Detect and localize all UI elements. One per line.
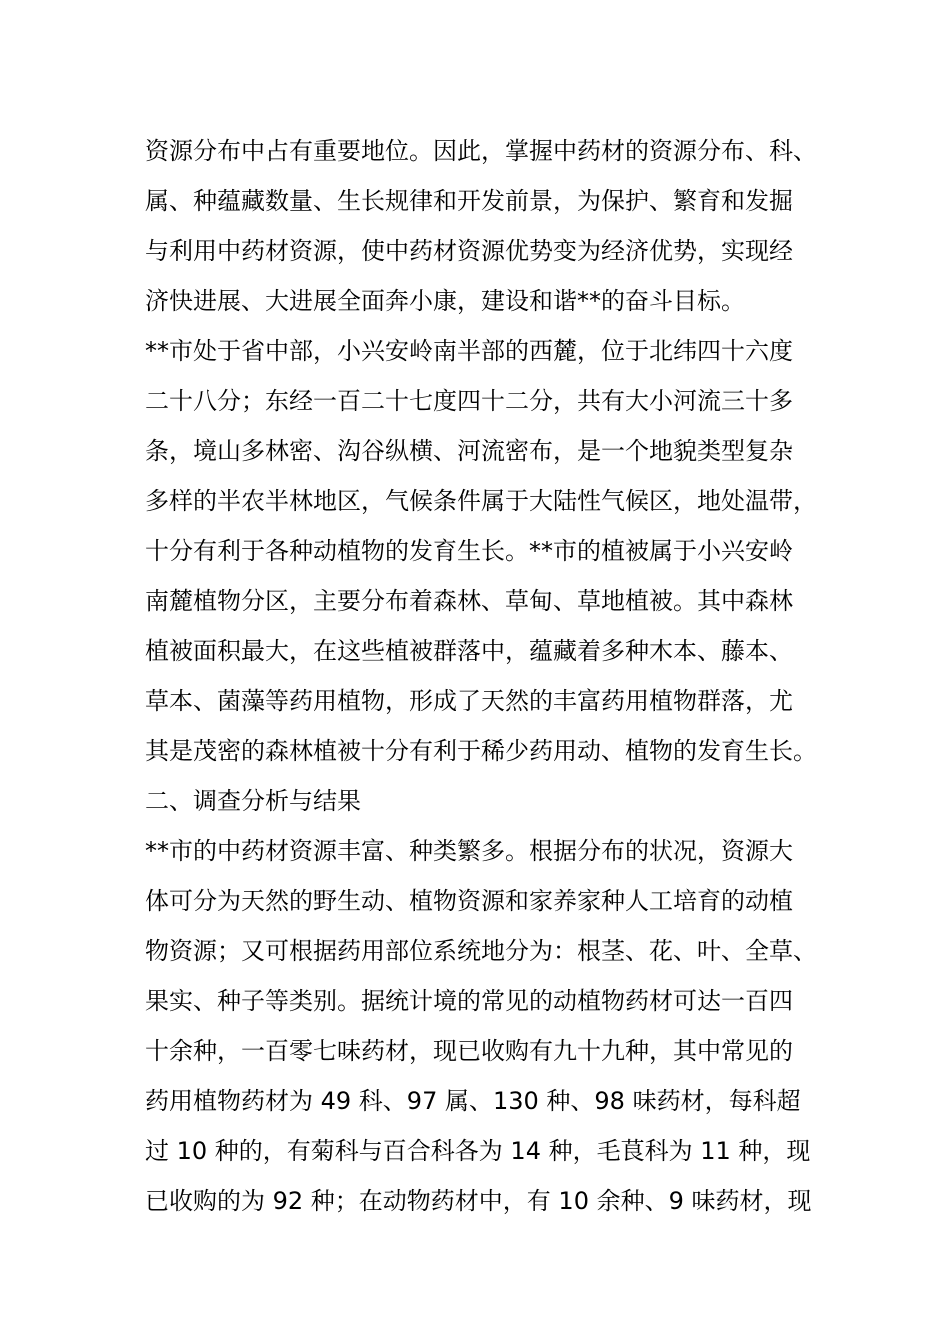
text-line: 药用植物药材为 49 科、97 属、130 种、98 味药材，每科超 xyxy=(145,1087,801,1115)
text-line: 属、种蕴藏数量、生长规律和开发前景，为保护、繁育和发掘 xyxy=(145,187,793,215)
document-body xyxy=(145,126,825,1226)
text-line: 果实、种子等类别。据统计境的常见的动植物药材可达一百四 xyxy=(145,987,793,1015)
section-heading: 二、调查分析与结果 xyxy=(145,787,361,815)
text-line: 多样的半农半林地区，气候条件属于大陆性气候区，地处温带， xyxy=(145,487,817,515)
text-line: 二十八分；东经一百二十七度四十二分，共有大小河流三十多 xyxy=(145,387,793,415)
text-line: **市处于省中部，小兴安岭南半部的西麓，位于北纬四十六度 xyxy=(145,337,793,365)
text-line: 草本、菌藻等药用植物，形成了天然的丰富药用植物群落，尤 xyxy=(145,687,793,715)
text-line: 条，境山多林密、沟谷纵横、河流密布，是一个地貌类型复杂 xyxy=(145,437,793,465)
text-line: 与利用中药材资源，使中药材资源优势变为经济优势，实现经 xyxy=(145,237,793,265)
text-line: 体可分为天然的野生动、植物资源和家养家种人工培育的动植 xyxy=(145,887,793,915)
text-line: 其是茂密的森林植被十分有利于稀少药用动、植物的发育生长。 xyxy=(145,737,817,765)
text-line: **市的中药材资源丰富、种类繁多。根据分布的状况，资源大 xyxy=(145,837,793,865)
text-line: 十余种，一百零七味药材，现已收购有九十九种，其中常见的 xyxy=(145,1037,793,1065)
text-line: 南麓植物分区，主要分布着森林、草甸、草地植被。其中森林 xyxy=(145,587,793,615)
text-line: 过 10 种的，有菊科与百合科各为 14 种，毛茛科为 11 种，现 xyxy=(145,1137,811,1165)
text-line: 已收购的为 92 种；在动物药材中，有 10 余种、9 味药材，现 xyxy=(145,1187,812,1215)
text-line: 济快进展、大进展全面奔小康，建设和谐**的奋斗目标。 xyxy=(145,287,745,315)
text-line: 植被面积最大，在这些植被群落中，蕴藏着多种木本、藤本、 xyxy=(145,637,793,665)
text-line: 物资源；又可根据药用部位系统地分为：根茎、花、叶、全草、 xyxy=(145,937,817,965)
text-line: 资源分布中占有重要地位。因此，掌握中药材的资源分布、科、 xyxy=(145,137,817,165)
text-line: 十分有利于各种动植物的发育生长。**市的植被属于小兴安岭 xyxy=(145,537,793,565)
